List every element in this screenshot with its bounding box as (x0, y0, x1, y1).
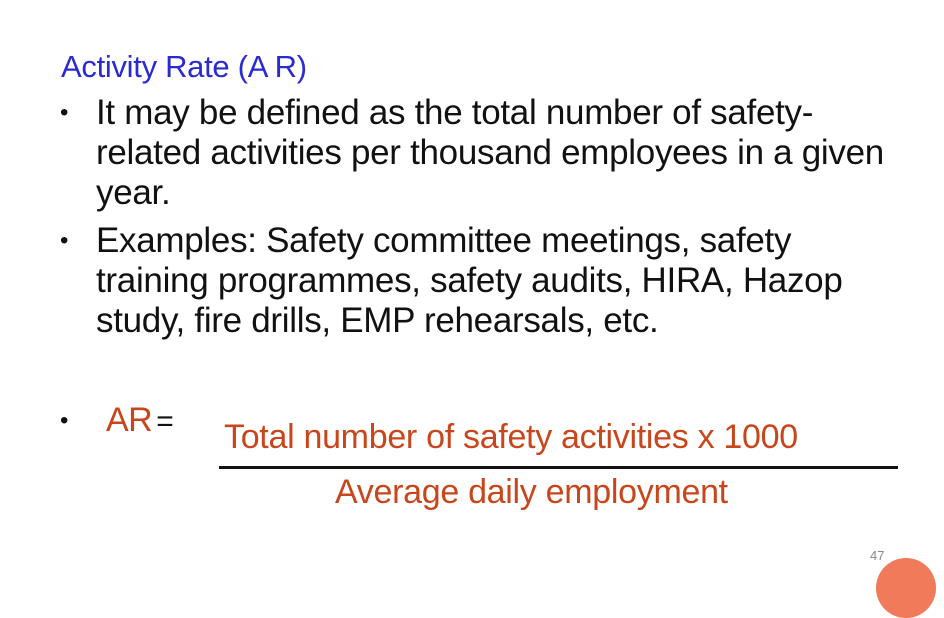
bullet-text: Examples: Safety committee meetings, safety training programmes, safety audits, HIRA, Hazop study, fire drills, EMP rehearsals, etc. (96, 221, 843, 340)
formula-label (106, 401, 173, 440)
formula-numerator: Total number of safety activities x 1000 (224, 418, 798, 456)
bullet-definition (58, 93, 908, 213)
slide-title: Activity Rate (A R) (61, 49, 307, 84)
bullet-examples (58, 221, 908, 341)
formula-equals: = (156, 405, 174, 438)
bullet-list (58, 93, 908, 349)
page-number: 47 (870, 548, 885, 563)
formula-variable: AR (106, 401, 153, 439)
corner-decoration (876, 558, 936, 618)
bullet-marker: • (60, 407, 69, 434)
bullet-text: It may be defined as the total number of safety-related activities per thousand employees in a given year. (96, 93, 884, 212)
fraction-bar (219, 466, 898, 469)
bullet-marker: • (60, 227, 69, 254)
bullet-marker: • (60, 99, 69, 126)
formula-denominator: Average daily employment (335, 473, 728, 511)
